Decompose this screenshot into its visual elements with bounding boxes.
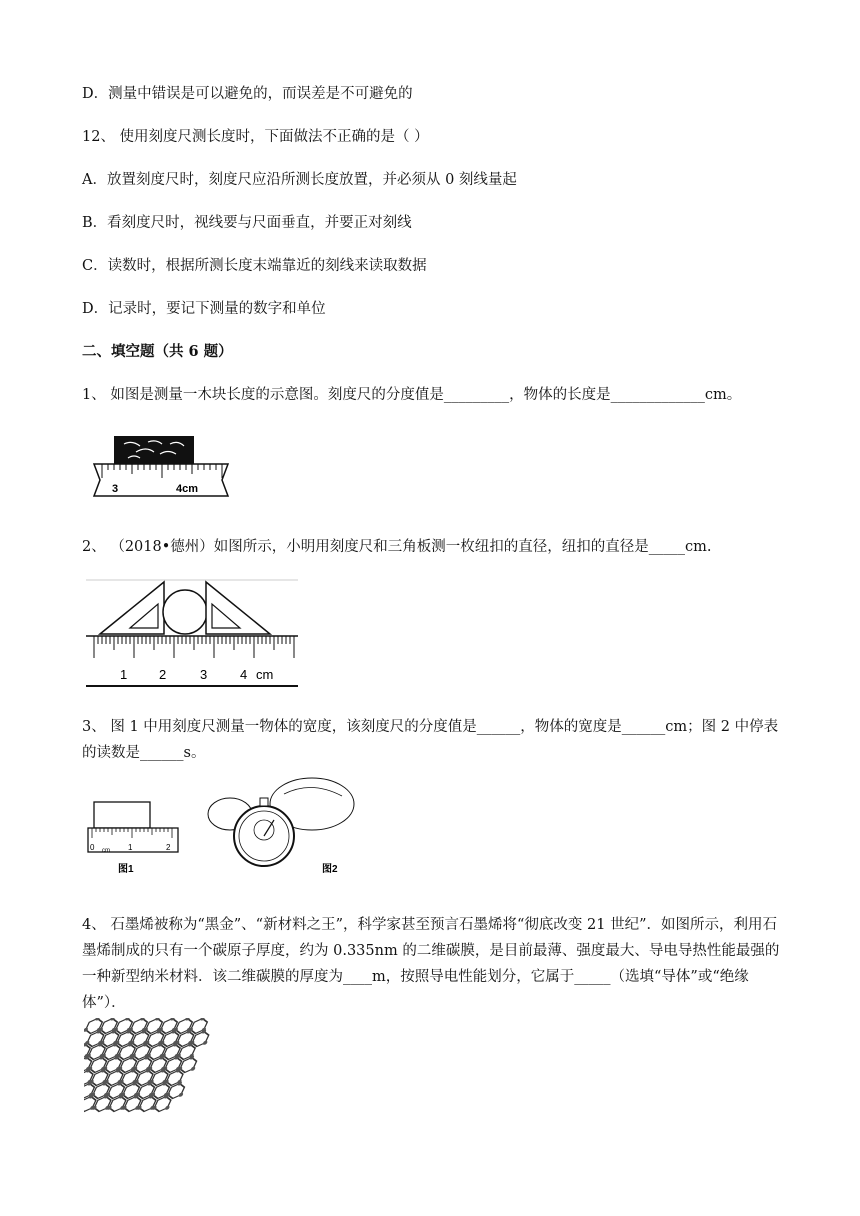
question-12-option-d: D．记录时，要记下测量的数字和单位 [82, 301, 326, 317]
fig2-label-2: 2 [159, 667, 167, 682]
section-heading-fill-in: 二、填空题（共 6 题） [82, 343, 233, 360]
figure-ruler-and-stopwatch [84, 774, 364, 886]
fill-question-4: 4、 石墨烯被称为“黑金”、“新材料之王”，科学家甚至预言石墨烯将“彻底改变 21 世纪”．如图所示，利用石墨烯制成的只有一个碳原子厚度，约为 0.335nm 的二维碳膜，是目前最薄、强度最大、导电导热性能最强的一种新型纳米材料．该二维碳膜的厚度为____m，按照导电性能划分，它属于_____（选填“导体”或“绝缘体”）． [82, 917, 780, 1011]
fig3-label-2: 2 [166, 843, 171, 852]
fig3-caption-2: 图2 [322, 864, 338, 875]
question-12-option-c: C．读数时，根据所测长度末端靠近的刻线来读取数据 [82, 258, 427, 274]
question-12-stem: 12、 使用刻度尺测长度时，下面做法不正确的是（ ） [82, 129, 429, 145]
figure-graphene-lattice [84, 1018, 244, 1126]
fill-question-3: 3、 图 1 中用刻度尺测量一物体的宽度，该刻度尺的分度值是______，物体的宽度是______cm；图 2 中停表的读数是______s。 [82, 719, 779, 761]
fig3-label-1: 1 [128, 843, 133, 852]
fig2-label-cm: cm [256, 667, 274, 682]
fig3-caption-1: 图1 [118, 864, 134, 875]
question-11-option-d: D．测量中错误是可以避免的，而误差是不可避免的 [82, 86, 413, 102]
fig2-label-1: 1 [120, 667, 128, 682]
fig1-label-3: 3 [112, 483, 119, 495]
fig1-label-4cm: 4cm [176, 483, 199, 495]
figure-button-triangles [86, 578, 298, 690]
fill-question-1: 1、 如图是测量一木块长度的示意图。刻度尺的分度值是_________，物体的长度是_____________cm。 [82, 387, 742, 403]
fill-question-2: 2、 （2018•德州）如图所示，小明用刻度尺和三角板测一枚纽扣的直径，纽扣的直径是_____cm. [82, 539, 712, 555]
figure-block-ruler [86, 434, 236, 500]
fig2-label-4: 4 [240, 667, 248, 682]
question-12-option-a: A．放置刻度尺时，刻度尺应沿所测长度放置，并必须从 0 刻线量起 [82, 172, 517, 188]
question-12-option-b: B．看刻度尺时，视线要与尺面垂直，并要正对刻线 [82, 215, 412, 231]
fig3-label-cm: cm [102, 848, 110, 854]
fig3-label-0: 0 [90, 843, 95, 852]
fig2-label-3: 3 [200, 667, 208, 682]
